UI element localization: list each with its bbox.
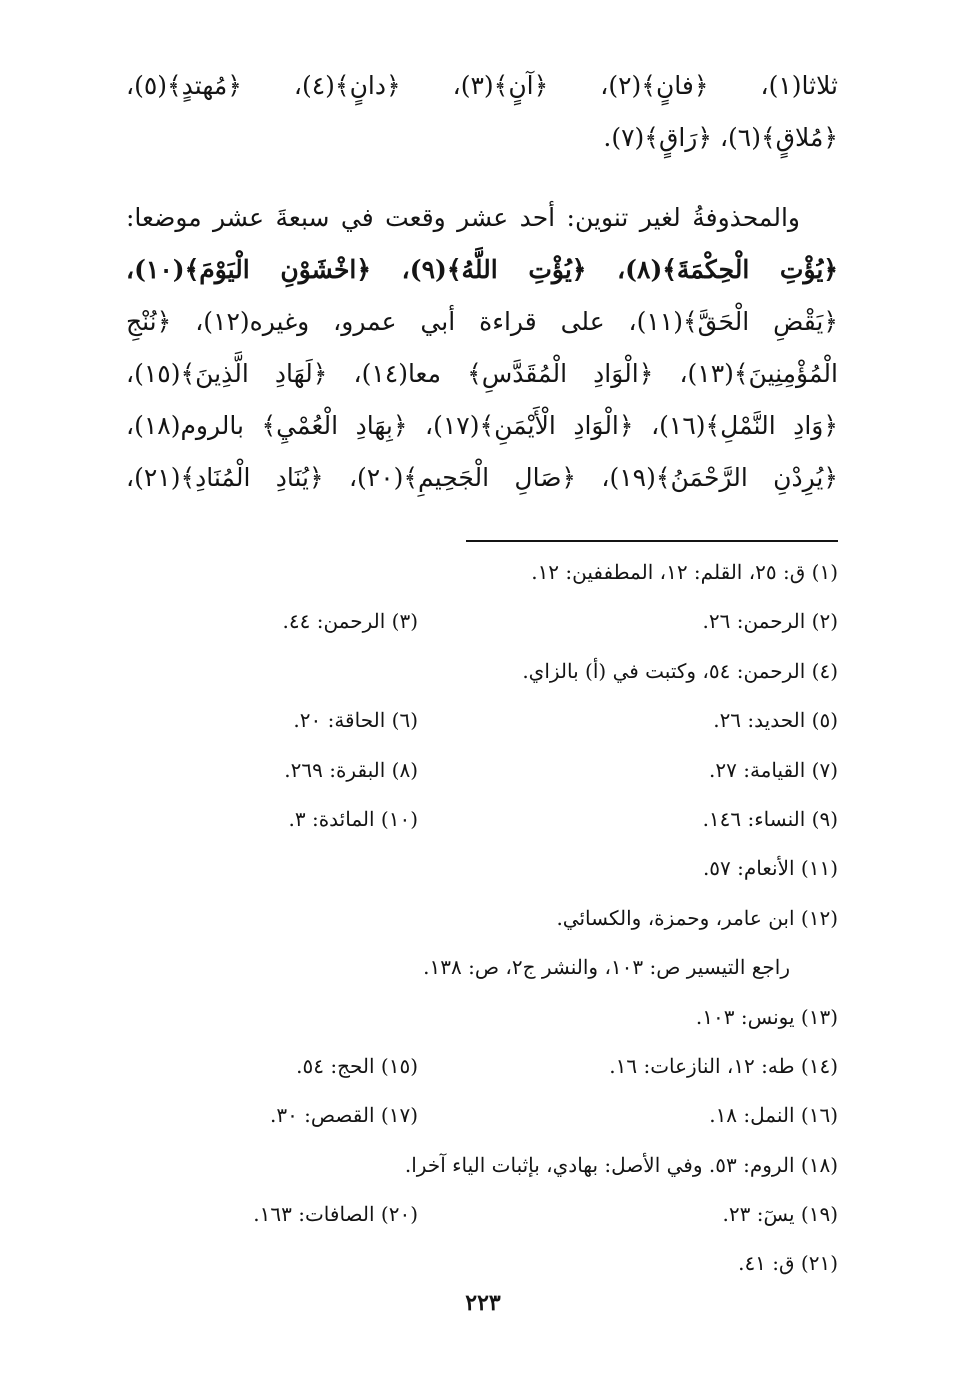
text-line-2: ﴿مُلاقٍ﴾(٦)، ﴿رَاقٍ﴾(٧). — [603, 123, 838, 152]
footnote: (١٤) طه: ١٢، النازعات: ١٦. — [609, 1053, 838, 1078]
footnote-row — [126, 993, 838, 1042]
footnote-row — [126, 1239, 838, 1288]
footnote-row — [126, 1190, 838, 1239]
footnote-row — [126, 548, 838, 597]
footnote: (٤) الرحمن: ٥٤، وكتبت في (أ) بالزاي. — [522, 658, 838, 683]
footnote: (١٢) ابن عامر، وحمزة، والكسائي. — [556, 905, 838, 930]
footnote-separator — [466, 540, 838, 542]
footnote-row — [126, 943, 838, 992]
footnote: (٨) البقرة: ٢٦٩. — [284, 757, 418, 782]
footnote: (١٦) النمل: ١٨. — [709, 1103, 838, 1128]
footnote: (٦) الحاقة: ٢٠. — [293, 708, 418, 733]
footnote-row — [126, 696, 838, 745]
main-text — [126, 60, 838, 504]
page-number: ٢٢٣ — [465, 1290, 501, 1316]
footnote-row — [126, 1042, 838, 1091]
footnote-row — [126, 795, 838, 844]
footnote-row — [126, 1091, 838, 1140]
footnote: (١٥) الحج: ٥٤. — [296, 1053, 418, 1078]
footnote-row — [126, 647, 838, 696]
text-line-7: ﴿وَادِ النَّمْلِ﴾(١٦)، ﴿الْوَادِ الْأَيْمَنِ﴾(١٧)، ﴿بِهَادِ الْعُمْيِ﴾ بالروم(١٨)، — [126, 411, 838, 440]
text-line-1: ثلاثا(١)، ﴿فانٍ﴾(٢)، ﴿آنٍ﴾(٣)، ﴿دانٍ﴾(٤)، ﴿مُهتدٍ﴾(٥)، — [126, 71, 838, 100]
text-line-3: والمحذوفةُ لغير تنوين: أحد عشر وقعت في سبعةَ عشر موضعا: — [126, 203, 800, 232]
footnote: (٧) القيامة: ٢٧. — [709, 757, 838, 782]
footnote: (٢) الرحمن: ٢٦. — [702, 609, 838, 634]
footnote-row — [126, 844, 838, 893]
footnote-row — [126, 746, 838, 795]
footnote: (٣) الرحمن: ٤٤. — [282, 609, 418, 634]
footnote: (١٠) المائدة: ٣. — [288, 806, 418, 831]
footnote: (٢٠) الصافات: ١٦٣. — [253, 1202, 418, 1227]
footnote: (١٣) يونس: ١٠٣. — [695, 1004, 838, 1029]
footnote: (٩) النساء: ١٤٦. — [702, 806, 838, 831]
footnote: (١٩) يسٓ: ٢٣. — [722, 1202, 838, 1227]
footnote-continuation: راجع التيسير ص: ١٠٣، والنشر ج٢، ص: ١٣٨. — [423, 955, 790, 980]
footnote: (١٨) الروم: ٥٣. وفي الأصل: بهادي، بإثبات الياء آخرا. — [404, 1152, 838, 1177]
footnote: (٥) الحديد: ٢٦. — [713, 708, 838, 733]
footnote: (١٧) القصص: ٣٠. — [269, 1103, 418, 1128]
footnote: (١) ق: ٢٥، القلم: ١٢، المطففين: ١٢. — [531, 560, 838, 584]
footnote: (٢١) ق: ٤١. — [738, 1251, 838, 1276]
footnote-row — [126, 894, 838, 943]
footnote: (١١) الأنعام: ٥٧. — [702, 856, 838, 881]
footnote-row — [126, 597, 838, 646]
text-line-8: ﴿يُرِدْنِ الرَّحْمَنُ﴾(١٩)، ﴿صَالِ الْجَحِيمِ﴾(٢٠)، ﴿يُنَادِ الْمُنَادِ﴾(٢١)، — [126, 463, 838, 492]
footnote-row — [126, 1141, 838, 1190]
text-line-6: الْمُؤْمِنِينَ﴾(١٣)، ﴿الْوَادِ الْمُقَدَّسِ﴾ معا(١٤)، ﴿لَهَادِ الَّذِينَ﴾(١٥)، — [126, 359, 838, 388]
text-line-4: ﴿يُؤْتِ الْحِكْمَةَ﴾(٨)، ﴿يُؤْتِ اللَّهُ﴾(٩)، ﴿اخْشَوْنِ الْيَوْمَ﴾(١٠)، — [126, 255, 838, 284]
footnotes — [126, 548, 838, 1289]
text-line-5: ﴿يَقْضِ الْحَقَّ﴾(١١)، على قراءة أبي عمرو، وغيره(١٢)، ﴿نُنْجِ — [126, 307, 838, 336]
